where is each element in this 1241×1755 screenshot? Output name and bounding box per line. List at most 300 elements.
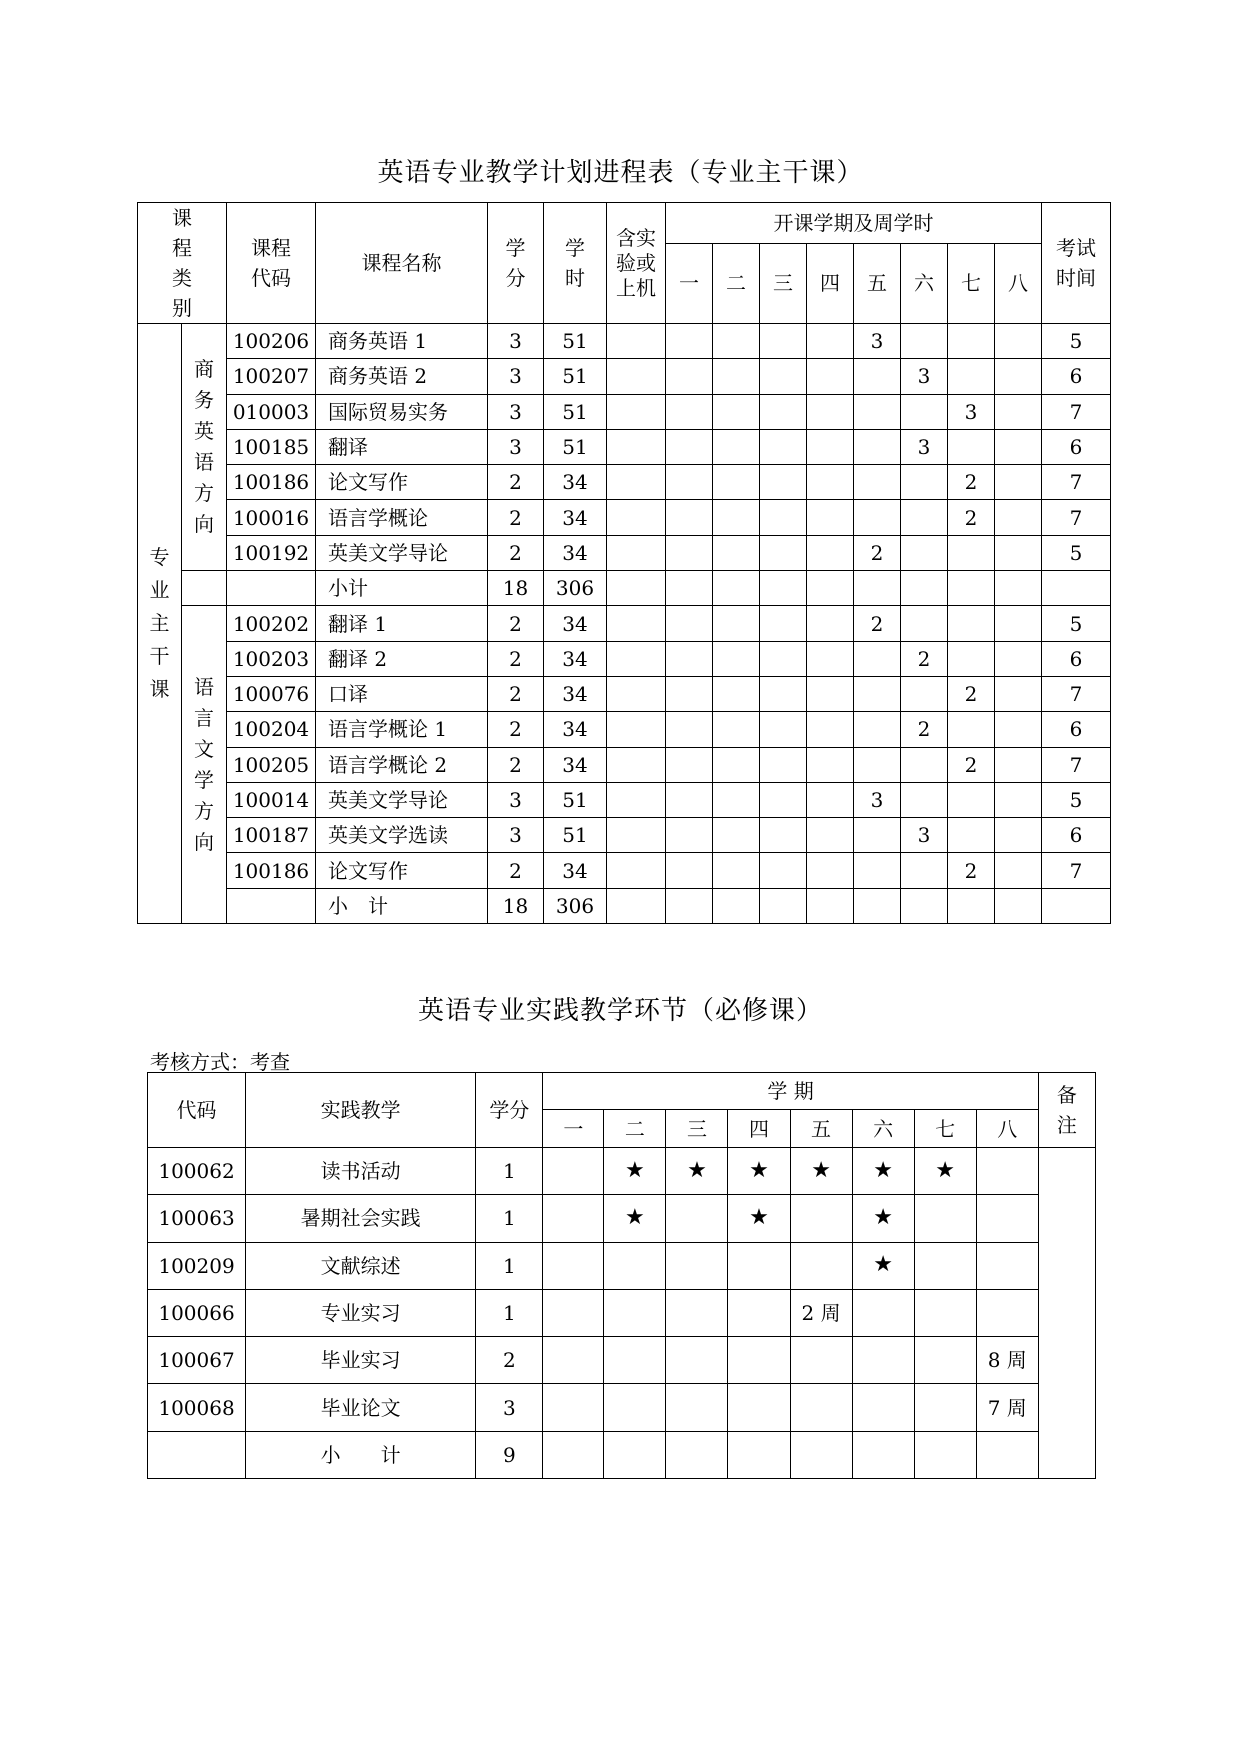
semester-cell <box>728 1431 790 1478</box>
semester-cell <box>854 676 901 711</box>
semester-cell: 7 周 <box>976 1384 1038 1431</box>
hours: 34 <box>544 500 607 535</box>
lab-hours <box>607 676 666 711</box>
semester-cell <box>854 571 901 606</box>
semester-cell <box>666 747 713 782</box>
semester-cell <box>760 888 807 923</box>
direction-cell <box>182 606 227 924</box>
semester-cell <box>543 1337 604 1384</box>
semester-cell: 2 <box>948 747 995 782</box>
table-row <box>138 465 1111 500</box>
exam-time: 5 <box>1042 782 1111 817</box>
header-lab: 含实验或上机 <box>607 203 666 324</box>
semester-cell <box>852 1431 914 1478</box>
semester-header: 八 <box>976 1110 1038 1148</box>
table-row <box>138 676 1111 711</box>
credits: 3 <box>488 782 544 817</box>
table-row <box>148 1242 1096 1289</box>
lab-hours <box>607 606 666 641</box>
semester-cell <box>852 1337 914 1384</box>
semester-cell <box>604 1384 666 1431</box>
course-name: 论文写作 <box>316 853 488 888</box>
exam-time: 7 <box>1042 747 1111 782</box>
hours: 51 <box>544 429 607 464</box>
semester-cell <box>854 500 901 535</box>
course-name: 语言学概论 2 <box>316 747 488 782</box>
exam-time: 7 <box>1042 394 1111 429</box>
table-row <box>138 641 1111 676</box>
semester-cell <box>914 1242 976 1289</box>
semester-cell <box>854 641 901 676</box>
practice-code <box>148 1431 246 1478</box>
lab-hours <box>607 641 666 676</box>
semester-header: 七 <box>914 1110 976 1148</box>
semester-cell: 3 <box>854 324 901 359</box>
credits: 2 <box>476 1337 543 1384</box>
semester-cell <box>666 1195 728 1242</box>
remark-cell <box>1038 1148 1095 1479</box>
table-row <box>138 394 1111 429</box>
hours: 51 <box>544 782 607 817</box>
course-code: 100202 <box>227 606 316 641</box>
credits: 3 <box>488 818 544 853</box>
table-row <box>138 747 1111 782</box>
exam-time: 6 <box>1042 429 1111 464</box>
table-row <box>138 782 1111 817</box>
course-name: 英美文学导论 <box>316 782 488 817</box>
semester-cell: 3 <box>901 359 948 394</box>
header-remark: 备注 <box>1038 1073 1095 1148</box>
table-row <box>148 1148 1096 1195</box>
direction-label: 商 务 英 语 方 向 <box>194 357 214 537</box>
table-row <box>138 888 1111 923</box>
semester-header: 六 <box>901 243 948 323</box>
semester-cell <box>976 1431 1038 1478</box>
exam-time: 5 <box>1042 535 1111 570</box>
course-name: 翻译 <box>316 429 488 464</box>
semester-cell <box>760 429 807 464</box>
star-mark: ★ <box>852 1242 914 1289</box>
semester-cell <box>728 1289 790 1336</box>
semester-cell <box>713 853 760 888</box>
credits: 3 <box>488 324 544 359</box>
semester-cell <box>995 324 1042 359</box>
semester-cell <box>543 1195 604 1242</box>
course-code: 100016 <box>227 500 316 535</box>
semester-cell <box>914 1289 976 1336</box>
semester-cell <box>995 747 1042 782</box>
semester-cell <box>666 324 713 359</box>
exam-time: 7 <box>1042 465 1111 500</box>
semester-cell <box>901 747 948 782</box>
semester-cell <box>666 606 713 641</box>
course-code: 100185 <box>227 429 316 464</box>
practice-code: 100067 <box>148 1337 246 1384</box>
exam-time: 5 <box>1042 324 1111 359</box>
semester-cell <box>948 641 995 676</box>
semester-cell <box>760 818 807 853</box>
lab-hours <box>607 465 666 500</box>
course-code: 100203 <box>227 641 316 676</box>
practice-code: 100063 <box>148 1195 246 1242</box>
hours: 51 <box>544 324 607 359</box>
semester-cell <box>713 429 760 464</box>
lab-hours <box>607 888 666 923</box>
credits: 18 <box>488 888 544 923</box>
header-credits: 学分 <box>476 1073 543 1148</box>
hours: 51 <box>544 394 607 429</box>
semester-cell <box>604 1431 666 1478</box>
semester-header: 二 <box>604 1110 666 1148</box>
semester-header: 四 <box>728 1110 790 1148</box>
semester-cell <box>666 535 713 570</box>
practice-name: 小 计 <box>246 1431 476 1478</box>
exam-time <box>1042 571 1111 606</box>
practice-name: 毕业实习 <box>246 1337 476 1384</box>
credits: 2 <box>488 853 544 888</box>
course-name: 翻译 1 <box>316 606 488 641</box>
lab-hours <box>607 324 666 359</box>
table-row <box>138 429 1111 464</box>
semester-cell <box>854 818 901 853</box>
practice-code: 100209 <box>148 1242 246 1289</box>
semester-cell <box>713 394 760 429</box>
semester-cell <box>807 571 854 606</box>
category-label: 专 业 主 干 课 <box>149 545 170 702</box>
semester-cell <box>543 1148 604 1195</box>
practice-code: 100062 <box>148 1148 246 1195</box>
semester-cell <box>713 747 760 782</box>
semester-cell <box>914 1431 976 1478</box>
table-row <box>138 359 1111 394</box>
exam-time <box>1042 888 1111 923</box>
semester-cell: 2 <box>948 465 995 500</box>
semester-cell <box>713 359 760 394</box>
course-name: 口译 <box>316 676 488 711</box>
course-code: 010003 <box>227 394 316 429</box>
exam-time: 7 <box>1042 853 1111 888</box>
practice-table-title: 英语专业实践教学环节（必修课） <box>417 996 823 1026</box>
semester-cell <box>948 818 995 853</box>
exam-time: 7 <box>1042 676 1111 711</box>
semester-cell <box>666 1289 728 1336</box>
core-course-plan-table <box>137 202 1111 924</box>
course-name: 语言学概论 <box>316 500 488 535</box>
semester-cell <box>713 818 760 853</box>
semester-cell <box>666 1431 728 1478</box>
exam-time: 6 <box>1042 712 1111 747</box>
semester-cell <box>666 359 713 394</box>
semester-cell <box>976 1195 1038 1242</box>
semester-cell <box>760 324 807 359</box>
practice-code: 100068 <box>148 1384 246 1431</box>
semester-cell <box>901 676 948 711</box>
semester-cell <box>807 782 854 817</box>
table-row <box>148 1431 1096 1478</box>
semester-cell <box>854 853 901 888</box>
semester-cell <box>948 888 995 923</box>
semester-cell <box>976 1289 1038 1336</box>
semester-cell <box>666 782 713 817</box>
header-semester-group: 开课学期及周学时 <box>666 203 1042 244</box>
star-mark: ★ <box>728 1148 790 1195</box>
semester-cell <box>666 500 713 535</box>
practice-name: 暑期社会实践 <box>246 1195 476 1242</box>
course-code <box>227 888 316 923</box>
semester-cell <box>543 1384 604 1431</box>
semester-cell <box>948 712 995 747</box>
semester-cell: 2 <box>854 535 901 570</box>
semester-cell <box>807 500 854 535</box>
lab-hours <box>607 712 666 747</box>
semester-cell <box>760 359 807 394</box>
header-category: 课 程 类 别 <box>138 203 227 324</box>
semester-cell: 3 <box>901 429 948 464</box>
course-name: 英美文学选读 <box>316 818 488 853</box>
practice-teaching-table <box>147 1072 1096 1479</box>
lab-hours <box>607 853 666 888</box>
semester-cell <box>901 606 948 641</box>
semester-cell <box>807 712 854 747</box>
table-row <box>148 1289 1096 1336</box>
credits: 1 <box>476 1242 543 1289</box>
semester-cell <box>666 1337 728 1384</box>
credits: 9 <box>476 1431 543 1478</box>
semester-cell <box>807 324 854 359</box>
assessment-method: 考核方式：考查 <box>150 1050 290 1074</box>
semester-cell <box>760 712 807 747</box>
semester-header: 一 <box>666 243 713 323</box>
semester-cell <box>976 1148 1038 1195</box>
header-exam-time: 考试时间 <box>1042 203 1111 324</box>
hours: 306 <box>544 571 607 606</box>
semester-cell <box>995 818 1042 853</box>
semester-cell <box>807 888 854 923</box>
exam-time: 6 <box>1042 359 1111 394</box>
semester-cell <box>995 500 1042 535</box>
course-code: 100014 <box>227 782 316 817</box>
semester-cell: 3 <box>901 818 948 853</box>
semester-cell <box>760 641 807 676</box>
semester-cell <box>995 782 1042 817</box>
semester-cell <box>713 641 760 676</box>
exam-time: 6 <box>1042 641 1111 676</box>
lab-hours <box>607 571 666 606</box>
semester-cell <box>995 676 1042 711</box>
hours: 306 <box>544 888 607 923</box>
course-code <box>227 571 316 606</box>
credits: 3 <box>488 429 544 464</box>
semester-cell <box>543 1289 604 1336</box>
semester-cell <box>604 1242 666 1289</box>
credits: 1 <box>476 1148 543 1195</box>
semester-cell <box>807 535 854 570</box>
semester-cell <box>995 712 1042 747</box>
semester-cell <box>852 1384 914 1431</box>
credits: 2 <box>488 606 544 641</box>
semester-cell <box>948 359 995 394</box>
semester-cell <box>604 1337 666 1384</box>
semester-cell <box>901 535 948 570</box>
course-name: 国际贸易实务 <box>316 394 488 429</box>
course-name: 商务英语 1 <box>316 324 488 359</box>
header-hours: 学时 <box>544 203 607 324</box>
semester-cell <box>995 465 1042 500</box>
exam-time: 7 <box>1042 500 1111 535</box>
semester-cell <box>666 853 713 888</box>
semester-cell <box>666 676 713 711</box>
semester-cell <box>760 853 807 888</box>
course-name: 英美文学导论 <box>316 535 488 570</box>
semester-cell <box>914 1384 976 1431</box>
semester-cell <box>666 1384 728 1431</box>
practice-name: 专业实习 <box>246 1289 476 1336</box>
semester-cell <box>852 1289 914 1336</box>
semester-header: 二 <box>713 243 760 323</box>
semester-cell: 2 <box>901 641 948 676</box>
semester-cell <box>995 853 1042 888</box>
table-row <box>138 500 1111 535</box>
semester-cell <box>948 571 995 606</box>
credits: 2 <box>488 712 544 747</box>
semester-cell: 2 <box>948 853 995 888</box>
semester-cell <box>543 1242 604 1289</box>
semester-header: 八 <box>995 243 1042 323</box>
lab-hours <box>607 429 666 464</box>
semester-cell <box>854 747 901 782</box>
semester-cell <box>604 1289 666 1336</box>
semester-cell <box>948 606 995 641</box>
course-code: 100206 <box>227 324 316 359</box>
semester-cell <box>713 535 760 570</box>
header-course-name: 课程名称 <box>316 203 488 324</box>
star-mark: ★ <box>852 1148 914 1195</box>
star-mark: ★ <box>604 1148 666 1195</box>
semester-header: 六 <box>852 1110 914 1148</box>
semester-cell <box>995 606 1042 641</box>
star-mark: ★ <box>728 1195 790 1242</box>
semester-cell <box>728 1337 790 1384</box>
semester-cell <box>728 1242 790 1289</box>
semester-cell <box>666 818 713 853</box>
semester-cell <box>807 641 854 676</box>
semester-cell <box>666 1242 728 1289</box>
semester-cell <box>995 535 1042 570</box>
header-semester-group: 学 期 <box>543 1073 1038 1110</box>
semester-header: 五 <box>854 243 901 323</box>
semester-cell <box>901 853 948 888</box>
semester-cell <box>666 394 713 429</box>
semester-cell <box>901 571 948 606</box>
semester-cell <box>807 394 854 429</box>
semester-cell <box>995 429 1042 464</box>
semester-cell <box>854 359 901 394</box>
semester-cell <box>807 465 854 500</box>
course-name: 论文写作 <box>316 465 488 500</box>
semester-cell <box>543 1431 604 1478</box>
credits: 18 <box>488 571 544 606</box>
semester-cell <box>666 712 713 747</box>
exam-time: 5 <box>1042 606 1111 641</box>
course-name: 语言学概论 1 <box>316 712 488 747</box>
header-code: 代码 <box>148 1073 246 1148</box>
semester-cell <box>760 535 807 570</box>
semester-cell <box>995 394 1042 429</box>
semester-cell <box>948 535 995 570</box>
semester-header: 五 <box>790 1110 852 1148</box>
semester-cell <box>854 888 901 923</box>
semester-cell: 8 周 <box>976 1337 1038 1384</box>
semester-cell <box>790 1195 852 1242</box>
semester-header: 三 <box>760 243 807 323</box>
semester-cell <box>807 429 854 464</box>
course-code: 100207 <box>227 359 316 394</box>
semester-cell <box>901 465 948 500</box>
semester-cell <box>901 324 948 359</box>
star-mark: ★ <box>666 1148 728 1195</box>
semester-cell: 2 <box>948 676 995 711</box>
course-code: 100186 <box>227 853 316 888</box>
practice-name: 毕业论文 <box>246 1384 476 1431</box>
star-mark: ★ <box>790 1148 852 1195</box>
semester-cell <box>713 676 760 711</box>
header-code: 课程代码 <box>227 203 316 324</box>
hours: 34 <box>544 853 607 888</box>
semester-cell <box>976 1242 1038 1289</box>
semester-cell <box>760 782 807 817</box>
semester-cell: 2 <box>854 606 901 641</box>
table-row <box>138 818 1111 853</box>
hours: 34 <box>544 606 607 641</box>
lab-hours <box>607 535 666 570</box>
semester-cell <box>790 1431 852 1478</box>
practice-name: 读书活动 <box>246 1148 476 1195</box>
hours: 34 <box>544 465 607 500</box>
hours: 34 <box>544 712 607 747</box>
credits: 1 <box>476 1195 543 1242</box>
table-row <box>138 712 1111 747</box>
credits: 3 <box>488 359 544 394</box>
lab-hours <box>607 359 666 394</box>
hours: 34 <box>544 641 607 676</box>
semester-cell <box>854 712 901 747</box>
hours: 34 <box>544 676 607 711</box>
semester-cell <box>948 429 995 464</box>
semester-cell <box>760 676 807 711</box>
semester-cell <box>807 818 854 853</box>
hours: 34 <box>544 535 607 570</box>
credits: 2 <box>488 500 544 535</box>
semester-cell <box>807 359 854 394</box>
semester-cell <box>760 606 807 641</box>
table-row <box>148 1337 1096 1384</box>
semester-cell <box>790 1337 852 1384</box>
table-row <box>138 853 1111 888</box>
header-credits: 学分 <box>488 203 544 324</box>
semester-cell <box>790 1384 852 1431</box>
credits: 3 <box>488 394 544 429</box>
semester-cell <box>760 394 807 429</box>
exam-time: 6 <box>1042 818 1111 853</box>
plan-table-title: 英语专业教学计划进程表（专业主干课） <box>377 158 864 188</box>
lab-hours <box>607 782 666 817</box>
course-code: 100204 <box>227 712 316 747</box>
direction-cell <box>182 324 227 571</box>
semester-cell <box>713 606 760 641</box>
credits: 2 <box>488 641 544 676</box>
course-name: 商务英语 2 <box>316 359 488 394</box>
semester-header: 七 <box>948 243 995 323</box>
